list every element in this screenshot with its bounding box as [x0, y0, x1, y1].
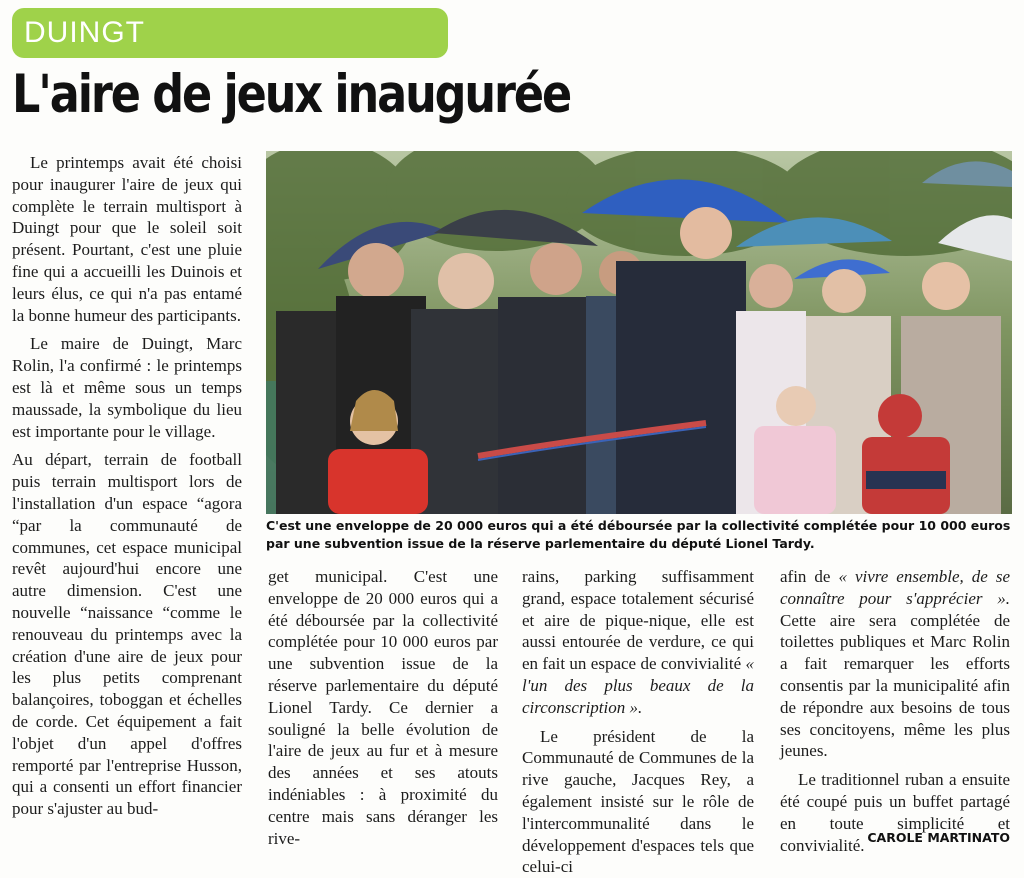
article-photo — [266, 151, 1012, 514]
paragraph: get municipal. C'est une enveloppe de 20 000 euros qui a été déboursée par la collectivité complétée pour 10 000 euros par une subvention issue de la réserve parlementaire du député Lionel Tardy. Ce dernier a souligné la belle évolution de l'aire de jeux au fur et à mesure des années et ses atouts indéniables : à proximité du centre mais sans déranger les rive- — [268, 567, 498, 848]
paragraph: Au départ, terrain de football puis terrain multisport lors de l'installation d'un espace “agora “par la communauté de communes, cet espace municipal revêt aujourd'hui encore une autre dimension. C'est une nouvelle “naissance “comme le renouveau du printemps avec la création d'une aire de jeux pour les plus petits comprenant balançoires, toboggan et échelles de corde. Cet équipement a fait l'objet d'un appel d'offres remporté par l'entreprise Husson, qui a consenti un effort financier pour s'ajuster au bud- — [12, 450, 242, 819]
paragraph: Le maire de Duingt, Marc Rolin, l'a confirmé : le printemps est là et même sous un temps maussade, la symbolique du lieu est importante pour le village. — [12, 334, 242, 441]
quote: « l'un des plus beaux de la circonscription ». — [522, 654, 754, 717]
paragraph — [780, 566, 1010, 762]
paragraph-text: Cette aire sera complétée de toilettes publiques et Marc Rolin a fait remarquer les efforts consentis par la municipalité afin de répondre aux besoins de tous ses concitoyens, même les plus jeunes. — [780, 610, 1010, 761]
paragraph-text: afin de — [780, 567, 839, 586]
author-byline: CAROLE MARTINATO — [867, 830, 1010, 845]
article-column-3 — [522, 566, 754, 878]
section-kicker — [12, 8, 448, 58]
section-name: DUINGT — [24, 16, 145, 49]
paragraph-text: rains, parking suffisamment grand, espace totalement sécurisé et aire de pique-nique, elle est aussi entourée de verdure, ce qui en fait un espace de convivialité — [522, 567, 754, 674]
headline: L'aire de jeux inaugurée — [12, 64, 571, 125]
article-column-1 — [12, 152, 242, 820]
quote: « vivre ensemble, de se connaître pour s'apprécier ». — [780, 567, 1010, 608]
paragraph: Le traditionnel ruban a ensuite été coupé puis un buffet partagé en toute simplicité et convivialité. — [780, 770, 1010, 855]
article-column-2 — [268, 566, 498, 849]
ribbon-cutting-photo — [266, 151, 1012, 514]
paragraph: Le printemps avait été choisi pour inaugurer l'aire de jeux qui complète le terrain multisport à Duingt pour que le soleil soit présent. Pourtant, c'est une pluie fine qui a accueilli les Duinois et leurs élus, ce qui n'a pas entamé la bonne humeur des participants. — [12, 153, 242, 325]
article-column-4 — [780, 566, 1010, 856]
photo-caption: C'est une enveloppe de 20 000 euros qui a été déboursée par la collectivité complétée pour 10 000 euros par une subvention issue de la réserve parlementaire du député Lionel Tardy. — [266, 518, 1011, 551]
paragraph: Le président de la Communauté de Communes de la rive gauche, Jacques Rey, a également insisté sur le rôle de l'intercommunalité dans le développement d'espaces tels que celui-ci — [522, 726, 754, 877]
paragraph — [522, 566, 754, 719]
